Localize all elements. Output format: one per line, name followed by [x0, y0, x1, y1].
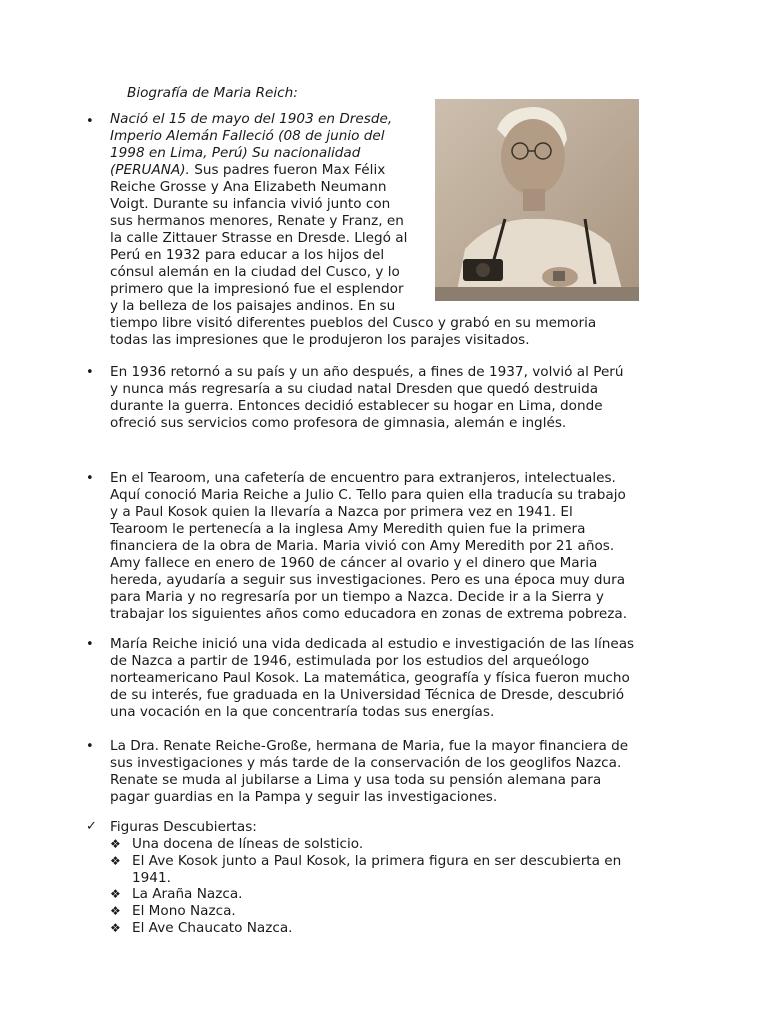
figure-item: El Ave Chaucato Nazca. — [132, 920, 293, 936]
bullet-marker: • — [86, 471, 94, 486]
text-line: María Reiche inició una vida dedicada al estudio e investigación de las líneas — [110, 636, 635, 652]
diamond-bullet-icon: ❖ — [110, 854, 121, 868]
diamond-bullet-icon: ❖ — [110, 904, 121, 918]
text-line: En el Tearoom, una cafetería de encuentro para extranjeros, intelectuales. — [110, 470, 616, 486]
text-line: Tearoom le pertenecía a la inglesa Amy Meredith quien fue la primera — [110, 521, 586, 537]
text-line: de Nazca a partir de 1946, estimulada por los estudios del arqueólogo — [110, 653, 590, 669]
figure-item: El Mono Nazca. — [132, 903, 236, 919]
text-line: Nació el 15 de mayo del 1903 en Dresde, — [110, 111, 393, 127]
figure-item: La Araña Nazca. — [132, 886, 243, 902]
text-line: Imperio Alemán Falleció (08 de junio del — [110, 128, 385, 144]
text-line: y la belleza de los paisajes andinos. En su — [110, 298, 396, 314]
text-line: durante la guerra. Entonces decidió establecer su hogar en Lima, donde — [110, 398, 603, 414]
text-line: Reiche Grosse y Ana Elizabeth Neumann — [110, 179, 387, 195]
paragraph-return — [110, 364, 624, 432]
document-title: Biografía de Maria Reich: — [127, 85, 298, 101]
paragraph-study — [110, 636, 634, 721]
paragraph-tearoom — [110, 470, 627, 623]
text-line: la calle Zittauer Strasse en Dresde. Llegó al — [110, 230, 408, 246]
text-line: La Dra. Renate Reiche-Große, hermana de Maria, fue la mayor financiera de — [110, 738, 629, 754]
text-line: y a Paul Kosok quien la llevaría a Nazca por primera vez en 1941. El — [110, 504, 573, 520]
text-segment: Sus padres fueron Max Félix — [189, 162, 386, 178]
text-line: ofreció sus servicios como profesora de gimnasia, alemán e inglés. — [110, 415, 567, 431]
check-mark-icon: ✓ — [86, 819, 97, 834]
text-line: 1998 en Lima, Perú) Su nacionalidad — [110, 145, 361, 161]
text-line: primero que la impresionó fue el esplendor — [110, 281, 404, 297]
text-line: sus hermanos menores, Renate y Franz, en — [110, 213, 404, 229]
figures-heading: Figuras Descubiertas: — [110, 819, 257, 835]
bullet-marker: • — [86, 365, 94, 380]
paragraph-renate — [110, 738, 628, 806]
figure-item: Una docena de líneas de solsticio. — [132, 836, 364, 852]
text-line: Renate se muda al jubilarse a Lima y usa toda su pensión alemana para — [110, 772, 602, 788]
text-line: para Maria y no regresaría por un tiempo a Nazca. Decide ir a la Sierra y — [110, 589, 604, 605]
figure-item-continuation: 1941. — [132, 870, 171, 886]
text-line: tiempo libre visitó diferentes pueblos del Cusco y grabó en su memoria — [110, 315, 597, 331]
text-line: todas las impresiones que le produjeron los parajes visitados. — [110, 332, 530, 348]
diamond-bullet-icon: ❖ — [110, 921, 121, 935]
text-line: Voigt. Durante su infancia vivió junto con — [110, 196, 391, 212]
text-line: En 1936 retornó a su país y un año después, a fines de 1937, volvió al Perú — [110, 364, 624, 380]
diamond-bullet-icon: ❖ — [110, 837, 121, 851]
bullet-marker: • — [86, 739, 94, 754]
text-line: hereda, ayudaría a seguir sus investigaciones. Pero es una época muy dura — [110, 572, 626, 588]
bullet-marker: • — [86, 114, 94, 129]
nationality-text: (PERUANA). — [110, 162, 190, 178]
text-line: y nunca más regresaría a su ciudad natal Dresden que quedó destruida — [110, 381, 599, 397]
text-line: Perú en 1932 para educar a los hijos del — [110, 247, 385, 263]
text-line: de su interés, fue graduada en la Universidad Técnica de Dresde, descubrió — [110, 687, 625, 703]
paragraph-birth — [110, 111, 596, 349]
text-line: Amy fallece en enero de 1960 de cáncer al ovario y el dinero que Maria — [110, 555, 598, 571]
text-line: pagar guardias en la Pampa y seguir las investigaciones. — [110, 789, 498, 805]
text-line: una vocación en la que concentraría todas sus energías. — [110, 704, 495, 720]
text-line: financiera de la obra de Maria. Maria vivió con Amy Meredith por 21 años. — [110, 538, 615, 554]
text-line: norteamericano Paul Kosok. La matemática, geografía y física fueron mucho — [110, 670, 630, 686]
text-line: cónsul alemán en la ciudad del Cusco, y lo — [110, 264, 400, 280]
diamond-bullet-icon: ❖ — [110, 887, 121, 901]
figure-item: El Ave Kosok junto a Paul Kosok, la primera figura en ser descubierta en — [132, 853, 622, 869]
text-line: Aquí conoció Maria Reiche a Julio C. Tello para quien ella traducía su trabajo — [110, 487, 626, 503]
text-line: trabajar los siguientes años como educadora en zonas de extrema pobreza. — [110, 606, 628, 622]
text-line: sus investigaciones y más tarde de la conservación de los geoglifos Nazca. — [110, 755, 622, 771]
bullet-marker: • — [86, 637, 94, 652]
